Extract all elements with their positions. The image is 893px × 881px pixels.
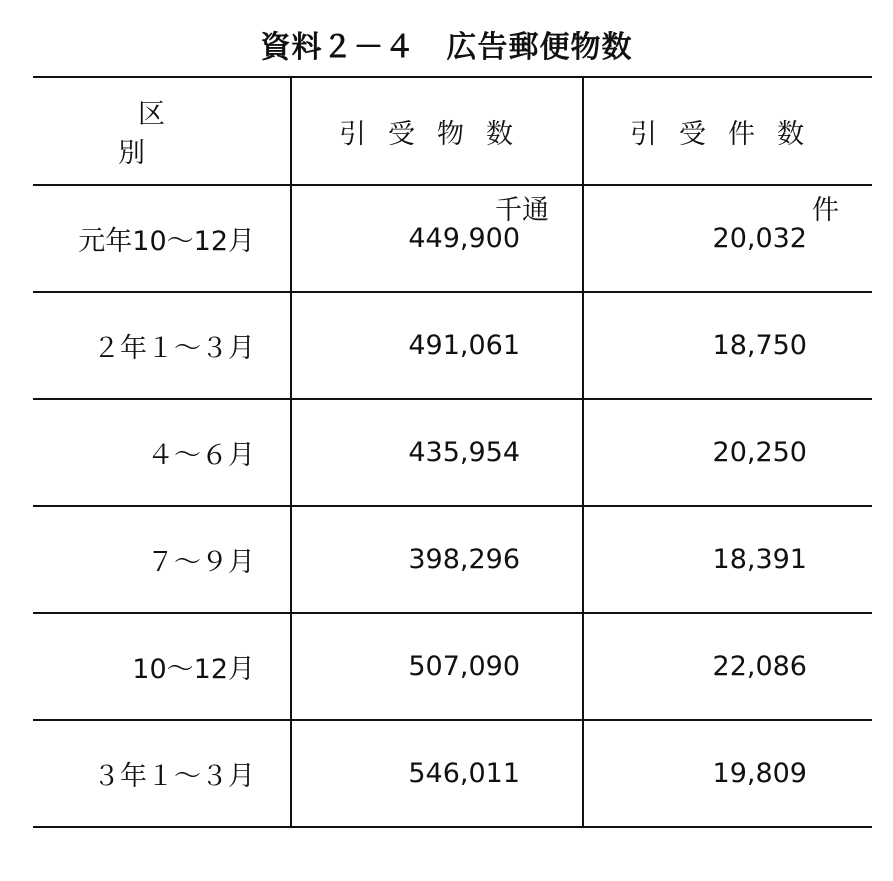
- table-row: [33, 506, 872, 613]
- row-items: 435,954: [291, 399, 583, 506]
- row-count: 件 20,032: [583, 185, 872, 292]
- table-row: [33, 613, 872, 720]
- row-count: 18,391: [583, 506, 872, 613]
- row-items: 491,061: [291, 292, 583, 399]
- row-period: 元年10～12月: [33, 185, 291, 292]
- table-row: [33, 720, 872, 827]
- column-header-period: 区 別: [33, 77, 291, 185]
- row-count: 18,750: [583, 292, 872, 399]
- row-period: ４～６月: [33, 399, 291, 506]
- row-period: ７～９月: [33, 506, 291, 613]
- row-period: ３年１～３月: [33, 720, 291, 827]
- row-items: 507,090: [291, 613, 583, 720]
- row-items: 546,011: [291, 720, 583, 827]
- row-items: 398,296: [291, 506, 583, 613]
- advertising-mail-table: [33, 76, 872, 828]
- row-count: 19,809: [583, 720, 872, 827]
- row-period: 10～12月: [33, 613, 291, 720]
- table-row: [33, 292, 872, 399]
- unit-count: 件: [812, 195, 839, 226]
- row-count: 20,250: [583, 399, 872, 506]
- row-period: ２年１～３月: [33, 292, 291, 399]
- table-row: [33, 399, 872, 506]
- column-header-count: 引受件数: [583, 77, 872, 185]
- row-count: 22,086: [583, 613, 872, 720]
- row-items: 千通 449,900: [291, 185, 583, 292]
- column-header-items: 引受物数: [291, 77, 583, 185]
- table-header-row: [33, 77, 872, 185]
- table-row: [33, 185, 872, 292]
- document-title: 資料２－４ 広告郵便物数: [260, 30, 633, 65]
- unit-items: 千通: [495, 195, 549, 226]
